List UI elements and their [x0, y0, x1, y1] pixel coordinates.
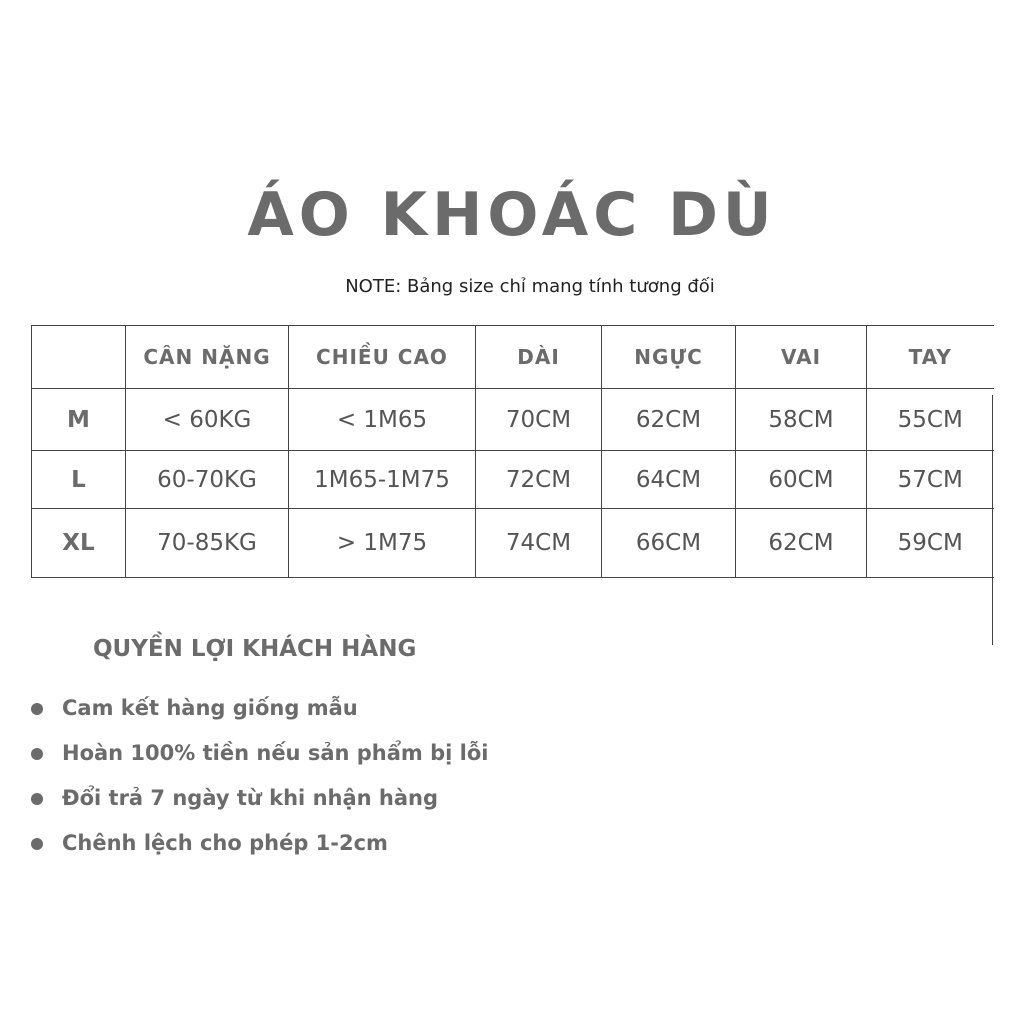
- table-row: [32, 509, 994, 578]
- table-header-row: [32, 326, 994, 389]
- table-row: [32, 389, 994, 451]
- list-item: [28, 780, 488, 825]
- benefits-title: QUYỀN LỢI KHÁCH HÀNG: [93, 636, 417, 662]
- table-cell: 57CM: [867, 451, 994, 509]
- list-item: [28, 735, 488, 780]
- table-cell: > 1M75: [289, 509, 476, 578]
- bullet-icon: [31, 703, 43, 715]
- header-cell: DÀI: [476, 326, 602, 389]
- size-table: [31, 325, 994, 578]
- table-cell: 72CM: [476, 451, 602, 509]
- header-cell: CHIỀU CAO: [289, 326, 476, 389]
- page-title: ÁO KHOÁC DÙ: [247, 180, 777, 250]
- benefits-list: [28, 690, 488, 870]
- benefit-text: Cam kết hàng giống mẫu: [62, 696, 358, 720]
- table-cell: 58CM: [736, 389, 867, 451]
- size-note: NOTE: Bảng size chỉ mang tính tương đối: [345, 276, 715, 297]
- table-cell: 66CM: [602, 509, 736, 578]
- benefit-text: Hoàn 100% tiền nếu sản phẩm bị lỗi: [62, 741, 489, 765]
- table-row: [32, 451, 994, 509]
- table-cell: 70-85KG: [126, 509, 289, 578]
- table-cell: 59CM: [867, 509, 994, 578]
- benefit-text: Đổi trả 7 ngày từ khi nhận hàng: [62, 786, 439, 810]
- header-cell: CÂN NẶNG: [126, 326, 289, 389]
- table-cell: 64CM: [602, 451, 736, 509]
- header-cell: VAI: [736, 326, 867, 389]
- table-cell: 60CM: [736, 451, 867, 509]
- table-cell: 70CM: [476, 389, 602, 451]
- bullet-icon: [31, 748, 43, 760]
- header-cell: TAY: [867, 326, 994, 389]
- table-cell: 62CM: [736, 509, 867, 578]
- table-cell: < 60KG: [126, 389, 289, 451]
- vertical-divider: [992, 395, 993, 645]
- header-cell: NGỰC: [602, 326, 736, 389]
- bullet-icon: [31, 838, 43, 850]
- header-cell: [32, 326, 126, 389]
- benefit-text: Chênh lệch cho phép 1-2cm: [62, 831, 388, 855]
- size-label: M: [32, 389, 126, 451]
- list-item: [28, 690, 488, 735]
- size-label: L: [32, 451, 126, 509]
- table-cell: 1M65-1M75: [289, 451, 476, 509]
- list-item: [28, 825, 488, 870]
- table-cell: 74CM: [476, 509, 602, 578]
- table-cell: 62CM: [602, 389, 736, 451]
- table-cell: 60-70KG: [126, 451, 289, 509]
- bullet-icon: [31, 793, 43, 805]
- table-cell: < 1M65: [289, 389, 476, 451]
- table-cell: 55CM: [867, 389, 994, 451]
- size-label: XL: [32, 509, 126, 578]
